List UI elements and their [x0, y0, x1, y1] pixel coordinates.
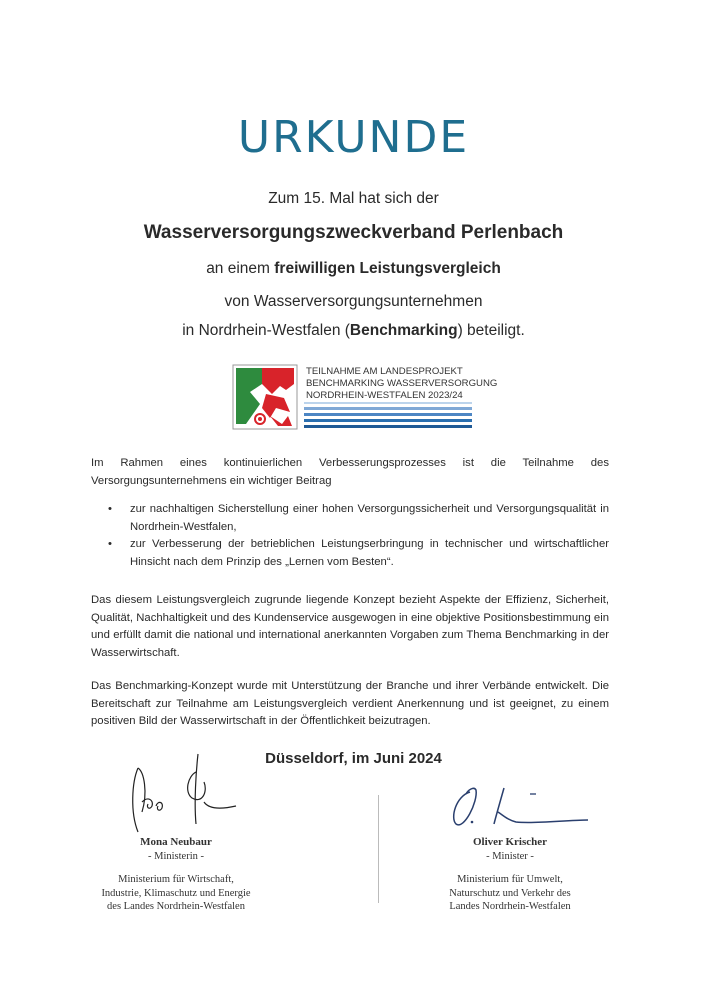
logo-line-3: NORDRHEIN-WESTFALEN 2023/24: [306, 390, 463, 401]
region-line: [0, 322, 707, 340]
bullet-text: zur nachhaltigen Sicherstellung einer hohen Versorgungssicherheit und Versorgungsqualität in Nordrhein-Westfalen,: [130, 503, 609, 533]
participation-line: [0, 260, 707, 278]
ministry-line: Ministerium für Wirtschaft,: [118, 874, 234, 885]
signatory-name-2: Oliver Krischer: [472, 836, 548, 848]
bullet-item: [108, 501, 609, 536]
signature-neubaur: [118, 752, 248, 840]
ministry-line: Naturschutz und Verkehr des: [449, 887, 571, 899]
signature-divider: [378, 795, 379, 903]
signatory-ministry-1: [76, 873, 276, 914]
signatory-role-2: - Minister -: [486, 851, 534, 862]
paragraph-acknowledgement: Das Benchmarking-Konzept wurde mit Unterstützung der Branche und ihrer Verbände entwickelt. Die Bereitschaft zur Teilnahme am Leistungsvergleich verdient Anerkennung und ist geeignet, zu einem positiven Bild der Wasserwirtschaft in der Öffentlichkeit beizutragen.: [91, 680, 609, 727]
region-pre: in Nordrhein-Westfalen (: [182, 322, 350, 339]
signature-krischer: [446, 782, 596, 832]
place-and-date: Düsseldorf, im Juni 2024: [265, 750, 442, 767]
certificate-title: URKUNDE: [237, 112, 470, 163]
signatory-ministry-2: [410, 873, 610, 914]
intro-line: Zum 15. Mal hat sich der: [268, 190, 439, 207]
paragraph-intro: [91, 455, 609, 490]
ministry-line: Landes Nordrhein-Westfalen: [449, 901, 571, 912]
paragraph-intro-line2: Versorgungsunternehmens ein wichtiger Beitrag: [91, 474, 332, 487]
bullet-text: zur Verbesserung der betrieblichen Leistungserbringung in technischer und wirtschaftlicher Hinsicht nach dem Prinzip des „Lernen vom Besten“.: [130, 538, 609, 568]
organization-name: Wasserversorgungszweckverband Perlenbach: [143, 222, 564, 243]
participation-bold: freiwilligen Leistungsvergleich: [274, 260, 501, 277]
signatory-role-1: - Ministerin -: [148, 851, 204, 862]
region-bold: Benchmarking: [349, 322, 458, 339]
paragraph-intro-line1: Im Rahmen eines kontinuierlichen Verbesserungsprozesses ist die Teilnahme des: [91, 457, 609, 469]
region-post: ) beteiligt.: [457, 322, 525, 339]
participation-pre: an einem: [206, 260, 275, 277]
ministry-line: des Landes Nordrhein-Westfalen: [107, 901, 245, 912]
paragraph-concept: Das diesem Leistungsvergleich zugrunde liegende Konzept bezieht Aspekte der Effizienz, Sicherheit, Qualität, Nachhaltigkeit und des Kundenservice ausgewogen in eine objektive Positionsbestimmung ein und erfüllt damit die national und international anerkannten Vorgaben zum Thema Benchmarking in der Wasserwirtschaft.: [91, 594, 609, 659]
logo-line-1: TEILNAHME AM LANDESPROJEKT: [306, 366, 463, 377]
logo-line-2: BENCHMARKING WASSERVERSORGUNG: [306, 378, 498, 389]
bullet-item: [108, 536, 609, 571]
bullet-icon: •: [108, 538, 112, 550]
companies-line: von Wasserversorgungsunternehmen: [224, 293, 483, 310]
ministry-line: Ministerium für Umwelt,: [457, 874, 563, 885]
bullet-icon: •: [108, 503, 112, 515]
bullet-list: [108, 501, 609, 571]
logo-caption: [306, 366, 497, 402]
ministry-line: Industrie, Klimaschutz und Energie: [101, 887, 251, 899]
signatory-name-1: Mona Neubaur: [140, 836, 212, 848]
